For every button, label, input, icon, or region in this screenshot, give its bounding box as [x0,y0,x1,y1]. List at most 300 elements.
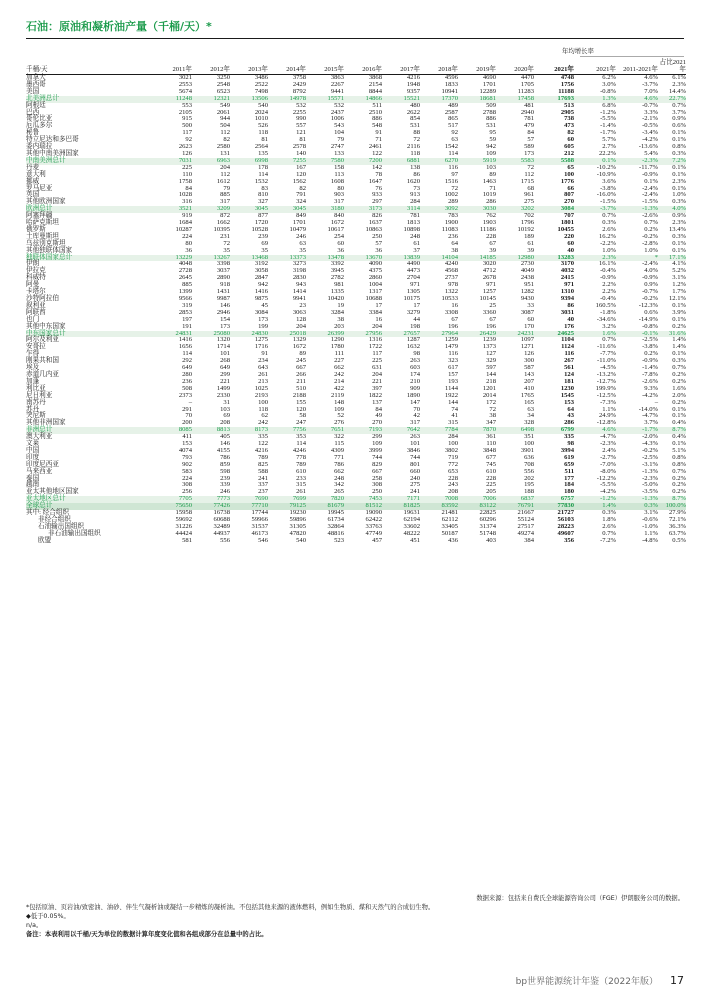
row-label: 阿根廷 [26,101,46,109]
growth-value: 2.2% [602,281,616,289]
table-total-row [26,503,686,510]
year-value: 60296 [479,516,496,523]
table-row [26,192,686,199]
growth-value: -2.3% [642,474,658,482]
year-value: 526 [258,122,268,130]
year-value: 4216 [254,446,268,454]
year-value: 337 [258,481,268,489]
share-value: 8.7% [658,427,686,434]
year-value: 82 [567,129,574,137]
year-value: 173 [220,322,230,330]
year-value: 335 [258,433,268,441]
year-value: 1545 [560,391,574,399]
table-row [26,186,686,193]
year-value: 68 [527,184,534,192]
year-value: 24831 [154,331,192,338]
growth-value: 3.3% [644,108,658,116]
year-value: 548 [372,122,382,130]
year-value: 943 [296,281,306,289]
year-value: 1822 [368,391,382,399]
year-value: 1705 [520,80,534,88]
growth-value: -0.9% [642,274,658,282]
year-value: 4748 [560,74,574,81]
year-value: 213 [258,377,268,385]
year-value: 1780 [330,343,344,351]
year-value: 4049 [520,267,534,275]
growth-value: 2.2% [602,288,616,296]
year-value: 1290 [330,336,344,344]
year-value: 781 [410,212,420,220]
year-value: 157 [448,370,458,378]
growth-value: 9.3% [644,384,658,392]
growth-value: -0.5% [642,122,658,130]
row-label: 加拿大 [26,74,46,81]
row-label: 亚太其他地区国家 [26,488,79,496]
year-value: 165 [524,398,534,406]
year-value: 11186 [480,225,496,233]
year-value: 72 [489,405,496,413]
row-label: 沙特阿拉伯 [26,295,59,302]
growth-value: 3.0% [602,80,616,88]
year-value: 112 [524,170,534,178]
share-value: 0.1% [672,412,686,420]
growth-value: -1.2% [574,496,616,503]
year-value: 1463 [482,177,496,185]
growth-value: -0.8% [600,87,616,95]
year-value: 47749 [365,529,382,537]
page-footer [516,974,684,987]
row-label: 泰国 [26,474,40,482]
table-row [26,310,686,317]
year-value: 181 [564,377,574,385]
year-value: 8844 [368,87,382,95]
year-value: 280 [182,370,192,378]
year-value: 97 [451,170,458,178]
year-value: 6998 [230,158,268,165]
row-label: 中南美洲总计 [26,158,154,165]
year-value: 1322 [444,288,458,296]
year-value: 339 [220,481,230,489]
growth-value: -5.5% [600,115,616,123]
share-value: 17.1% [658,255,686,262]
year-value: 76 [375,184,382,192]
year-value: 69 [223,412,230,420]
year-value: 523 [334,536,344,544]
year-value: 4712 [482,267,496,275]
year-value: 7651 [306,427,344,434]
row-label: 其他欧洲国家 [26,198,66,206]
growth-value: -3.5% [642,488,658,496]
table-row [26,462,686,469]
year-value: 598 [220,467,230,475]
year-value: 286 [564,419,574,427]
year-value: 60 [527,315,534,323]
year-value: 3308 [444,308,458,316]
growth-value: -14.9% [638,315,658,323]
year-value: 297 [372,198,382,206]
year-value: 3045 [230,206,268,213]
year-value: 1715 [520,177,534,185]
share-value: 0.1% [672,129,686,137]
growth-value: -3.8% [600,184,616,192]
year-value: 2548 [216,80,230,88]
year-value: 10898 [403,225,420,233]
year-value: 7006 [458,496,496,503]
growth-value: 0.7% [602,529,616,537]
year-value: 3758 [292,74,306,81]
year-value: 242 [258,419,268,427]
year-value: 270 [372,419,382,427]
year-value: 1028 [178,191,192,199]
row-label: 赤道几内亚 [26,370,59,378]
year-value: 15521 [382,96,420,103]
growth-value: 0.3% [616,503,658,510]
year-value: 225 [182,163,192,171]
year-value: 79 [337,136,344,144]
year-value: 118 [258,129,268,137]
year-value: 140 [296,149,306,157]
growth-value: -2.1% [642,115,658,123]
page-number: 17 [670,974,684,987]
year-value: 10617 [327,225,344,233]
year-value: 10479 [289,225,306,233]
year-value: 3084 [254,308,268,316]
year-value: 81679 [306,503,344,510]
year-value: 239 [258,232,268,240]
growth-value: -4.2% [600,488,616,496]
year-value: 256 [182,488,192,496]
year-value: 531 [486,122,496,130]
growth-value: -11.7% [639,163,658,171]
share-value: 0.1% [672,163,686,171]
year-value: 4090 [368,260,382,268]
year-value: 62194 [403,516,420,523]
year-value: 825 [258,460,268,468]
year-value: 66 [567,184,574,192]
table-total-row [26,331,686,338]
growth-value: -2.3% [616,158,658,165]
year-value: 61 [413,239,420,247]
footnote-remark: 备注：本表利用以千桶/天为单位的数据计算年度变化值和各组成部分在总量中的占比。 [26,931,268,938]
share-value: 0.7% [672,467,686,475]
table-row [26,351,686,358]
growth-value: -5.5% [600,481,616,489]
year-value: 322 [334,433,344,441]
year-value: 23 [299,301,306,309]
year-value: 205 [486,488,496,496]
year-value: 7498 [254,87,268,95]
year-value: 3846 [406,446,420,454]
year-value: 91 [261,350,268,358]
year-value: 317 [410,419,420,427]
growth-value: -5.0% [642,481,658,489]
year-value: 64 [451,239,458,247]
table-row [26,337,686,344]
year-value: 3384 [368,308,382,316]
year-value: 65 [567,163,574,171]
share-value: 4.0% [658,206,686,213]
year-value: 28223 [557,522,574,530]
table-total-row [26,158,686,165]
year-value: 4473 [406,267,420,275]
table-row [26,116,686,123]
year-value: 104 [334,129,344,137]
year-value: 4246 [292,446,306,454]
growth-value: 0.2% [644,225,658,233]
year-value: 978 [448,281,458,289]
column-header-year: 2021年 [554,66,574,73]
year-value: 77830 [534,503,574,510]
table-row [26,130,686,137]
share-value: 14.4% [668,87,686,95]
growth-header: 年均增长率 [562,47,594,55]
year-value: 653 [448,467,458,475]
share-value: 0.3% [672,357,686,365]
growth-value: -14.0% [638,405,658,413]
year-value: 919 [182,212,192,220]
year-value: 61734 [327,516,344,523]
growth-value: 2.4% [602,446,616,454]
year-value: 126 [182,149,192,157]
year-value: 92 [185,136,192,144]
column-header-year: 2020年 [514,66,534,73]
row-label: 利比亚 [26,384,46,392]
growth-value: -0.4% [600,267,616,275]
year-value: 854 [410,115,420,123]
year-value: 1516 [444,177,458,185]
growth-value: -7.3% [600,398,616,406]
year-value: 619 [564,453,574,461]
year-value: 1672 [330,219,344,227]
row-label: 罗马尼亚 [26,184,53,192]
year-value: 124 [564,370,574,378]
row-label: 中东国家总计 [26,331,154,338]
share-value: 0.1% [672,184,686,192]
year-value: 153 [182,440,192,448]
year-value: 200 [182,419,192,427]
year-value: 1900 [444,219,458,227]
table-row [26,82,686,89]
year-value: 3087 [520,308,534,316]
year-value: 10420 [327,295,344,302]
year-value: 617 [448,364,458,372]
year-value: 323 [448,357,458,365]
column-header-year: 2018年 [438,66,458,73]
year-value: 196 [486,322,496,330]
table-row [26,324,686,331]
growth-value: -0.7% [642,101,658,109]
share-value: 0.2% [672,481,686,489]
year-value: 6881 [382,158,420,165]
year-value: 3063 [292,308,306,316]
year-value: 196 [448,322,458,330]
year-value: 115 [334,440,344,448]
row-label: 刚果共和国 [26,357,59,365]
year-value: 3802 [444,446,458,454]
year-value: 557 [296,122,306,130]
year-value: 667 [296,364,306,372]
year-value: 14866 [344,96,382,103]
year-value: 228 [486,232,496,240]
row-label: 石油输出国组织 [38,522,85,530]
row-label: 哈萨克斯坦 [26,219,59,227]
year-value: 225 [372,357,382,365]
year-value: 3170 [560,260,574,268]
year-value: 276 [334,419,344,427]
year-value: 3521 [154,206,192,213]
year-value: 291 [182,405,192,413]
year-value: 789 [296,460,306,468]
year-value: 284 [448,433,458,441]
year-value: 540 [296,536,306,544]
year-value: 3994 [560,446,574,454]
year-value: 791 [296,191,306,199]
year-value: 193 [448,377,458,385]
growth-value: 1.0% [644,246,658,254]
year-value: 9987 [216,295,230,302]
table-row [26,379,686,386]
year-value: 147 [410,398,420,406]
year-value: 1662 [216,219,230,227]
growth-value: -34.6% [596,315,616,323]
row-label: 叙利亚 [26,301,46,309]
growth-value: 0.3% [602,219,616,227]
growth-value: 16.2% [598,232,616,240]
year-value: 246 [220,488,230,496]
year-value: 649 [182,364,192,372]
table-row [26,469,686,476]
year-value: 48222 [403,529,420,537]
year-value: 77426 [192,503,230,510]
growth-value: 1.6% [574,331,616,338]
row-label: 中国 [26,446,40,454]
year-value: 2645 [178,274,192,282]
year-value: 7690 [230,496,268,503]
year-value: 155 [296,398,306,406]
year-value: 7255 [268,158,306,165]
growth-value: -1.3% [616,496,658,503]
year-value: 72 [223,239,230,247]
year-value: 7193 [344,427,382,434]
table-row [26,144,686,151]
year-value: 517 [448,122,458,130]
year-value: 19090 [365,509,382,517]
year-value: 59966 [251,516,268,523]
table-row [26,75,686,82]
year-value: 75650 [154,503,192,510]
share-value: 0.2% [672,322,686,330]
row-label: 伊朗 [26,260,40,268]
growth-header-rule [580,56,684,57]
year-value: 19230 [289,509,306,517]
year-value: 49 [375,412,382,420]
year-value: 242 [334,370,344,378]
year-value: 7820 [306,496,344,503]
table-total-row [26,206,686,213]
year-value: 38 [489,412,496,420]
growth-value: 0.6% [644,308,658,316]
year-value: 3192 [254,260,268,268]
growth-value: -2.6% [642,212,658,220]
year-value: 236 [448,232,458,240]
year-value: 167 [296,163,306,171]
row-label: 伊拉克 [26,267,46,275]
year-value: 489 [448,101,458,109]
year-value: 49607 [557,529,574,537]
year-value: 7773 [192,496,230,503]
footnote: ◆低于0.05%。 [26,913,70,920]
year-value: 180 [564,488,574,496]
year-value: 31226 [175,522,192,530]
year-value: 45 [261,301,268,309]
row-label: 苏丹 [26,405,40,413]
share-value: 36.3% [668,522,686,530]
year-value: 36 [337,246,344,254]
growth-value: -1.5% [600,198,616,206]
year-value: – [188,398,192,406]
year-value: 1765 [520,391,534,399]
year-value: 27657 [382,331,420,338]
year-value: 17 [375,301,382,309]
year-value: 659 [564,460,574,468]
year-value: 886 [486,115,496,123]
growth-value: 5.7% [602,136,616,144]
share-value: 0.1% [672,315,686,323]
year-value: 112 [220,129,230,137]
row-label: 阿塞拜疆 [26,212,53,220]
year-value: 41 [451,412,458,420]
growth-value: -1.3% [642,467,658,475]
year-value: 335 [564,433,574,441]
year-value: 865 [448,115,458,123]
share-value: 1.4% [672,336,686,344]
year-value: 40 [567,315,574,323]
share-value: 1.2% [672,281,686,289]
growth-value: -2.8% [642,239,658,247]
year-value: 7031 [154,158,192,165]
year-value: 22825 [479,509,496,517]
year-value: 480 [410,101,420,109]
year-value: 826 [372,212,382,220]
year-value: 8792 [292,87,306,95]
year-value: 114 [182,350,192,358]
year-value: 250 [372,232,382,240]
year-value: 2330 [216,391,230,399]
year-value: 127 [486,350,496,358]
year-value: 411 [182,433,192,441]
year-value: 877 [258,212,268,220]
year-value: 86 [567,301,574,309]
year-value: 261 [296,488,306,496]
year-value: 2429 [292,80,306,88]
growth-value: 2.6% [602,522,616,530]
year-value: 10941 [441,87,458,95]
growth-value: 0.7% [602,336,616,344]
year-value: 19 [337,301,344,309]
growth-value: -3.8% [642,343,658,351]
year-value: 6837 [496,496,534,503]
share-value: 2.3% [672,80,686,88]
year-value: 18681 [458,96,496,103]
year-value: 532 [334,101,344,109]
growth-value: -4.7% [642,412,658,420]
year-value: 286 [486,198,496,206]
year-value: 581 [182,536,192,544]
year-value: 265 [334,488,344,496]
table-row [26,365,686,372]
growth-value: 16.1% [598,260,616,268]
growth-value: -7.8% [642,370,658,378]
